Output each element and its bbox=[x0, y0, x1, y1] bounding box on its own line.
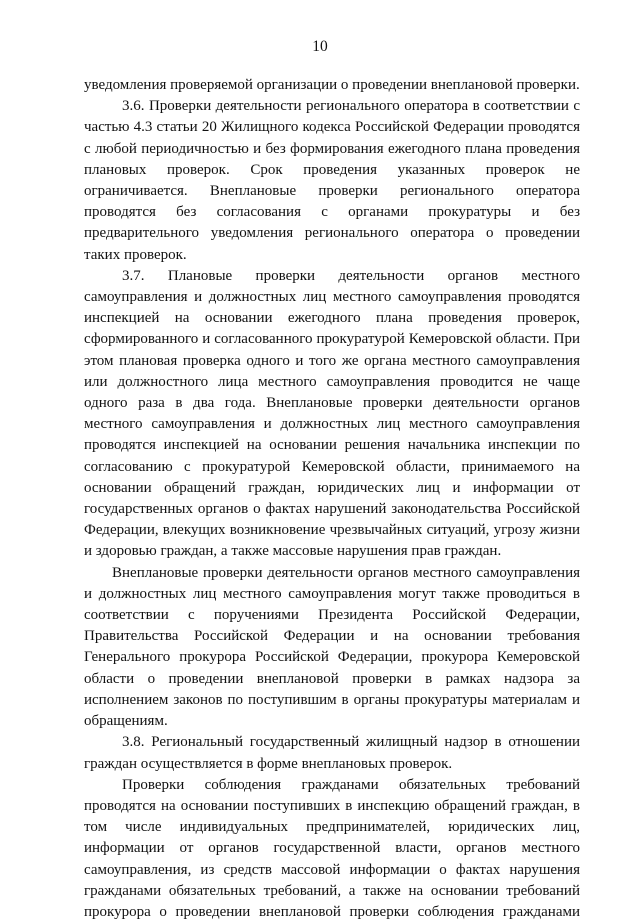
paragraph-3-6: 3.6. Проверки деятельности регионального оператора в соответствии с частью 4.3 статьи 20 Жилищного кодекса Российской Федерации проводятся с любой периодичностью и без формирования ежегодного плана проведения плановых проверок. Срок проведения указанных проверок не ограничивается. Внеплановые проверки регионального оператора проводятся без согласования с органами прокуратуры и без предварительного уведомления регионального оператора о проведении таких проверок. bbox=[84, 98, 580, 263]
paragraph-unscheduled-inspections: Внеплановые проверки деятельности органов местного самоуправления и должностных лиц местного самоуправления могут также проводиться в соответствии с поручениями Президента Российской Федерации, Правительства Российской Федерации и на основании требования Генерального прокурора Российской Федерации, прокурора Кемеровской области о проведении внеплановой проверки в рамках надзора за исполнением законов по поступившим в органы прокуратуры материалам и обращениям. bbox=[84, 564, 580, 730]
paragraph-3-7: 3.7. Плановые проверки деятельности органов местного самоуправления и должностных лиц местного самоуправления проводятся инспекцией на основании ежегодного плана проведения проверок, сформированного и согласованного прокуратурой Кемеровской области. При этом плановая проверка одного и того же органа местного самоуправления или должностного лица местного самоуправления проводится не чаще одного раза в два года. Внеплановые проверки деятельности органов местного самоуправления и должностных лиц местного самоуправления проводятся инспекцией на основании решения начальника инспекции по согласованию с прокуратурой Кемеровской области, принимаемого на основании обращений граждан, юридических лиц и информации от государственных органов о фактах нарушений законодательства Российской Федерации, влекущих возникновение чрезвычайных ситуаций, угрозу жизни и здоровью граждан, а также массовые нарушения прав граждан. bbox=[84, 267, 580, 560]
page-number: 10 bbox=[312, 38, 328, 55]
paragraph-continuation: уведомления проверяемой организации о проведении внеплановой проверки. bbox=[84, 77, 580, 93]
paragraph-3-8: 3.8. Региональный государственный жилищный надзор в отношении граждан осуществляется в форме внеплановых проверок. bbox=[84, 734, 580, 772]
paragraph-citizen-inspections: Проверки соблюдения гражданами обязательных требований проводятся на основании поступивших в инспекцию обращений граждан, в том числе индивидуальных предпринимателей, юридических лиц, информации от органов государственной власти, органов местного самоуправления, из средств массовой информации о фактах нарушения гражданами обязательных требований, а также на основании требований прокурора о проведении внеплановой проверки соблюдения гражданами bbox=[84, 776, 580, 920]
document-body bbox=[84, 75, 580, 923]
